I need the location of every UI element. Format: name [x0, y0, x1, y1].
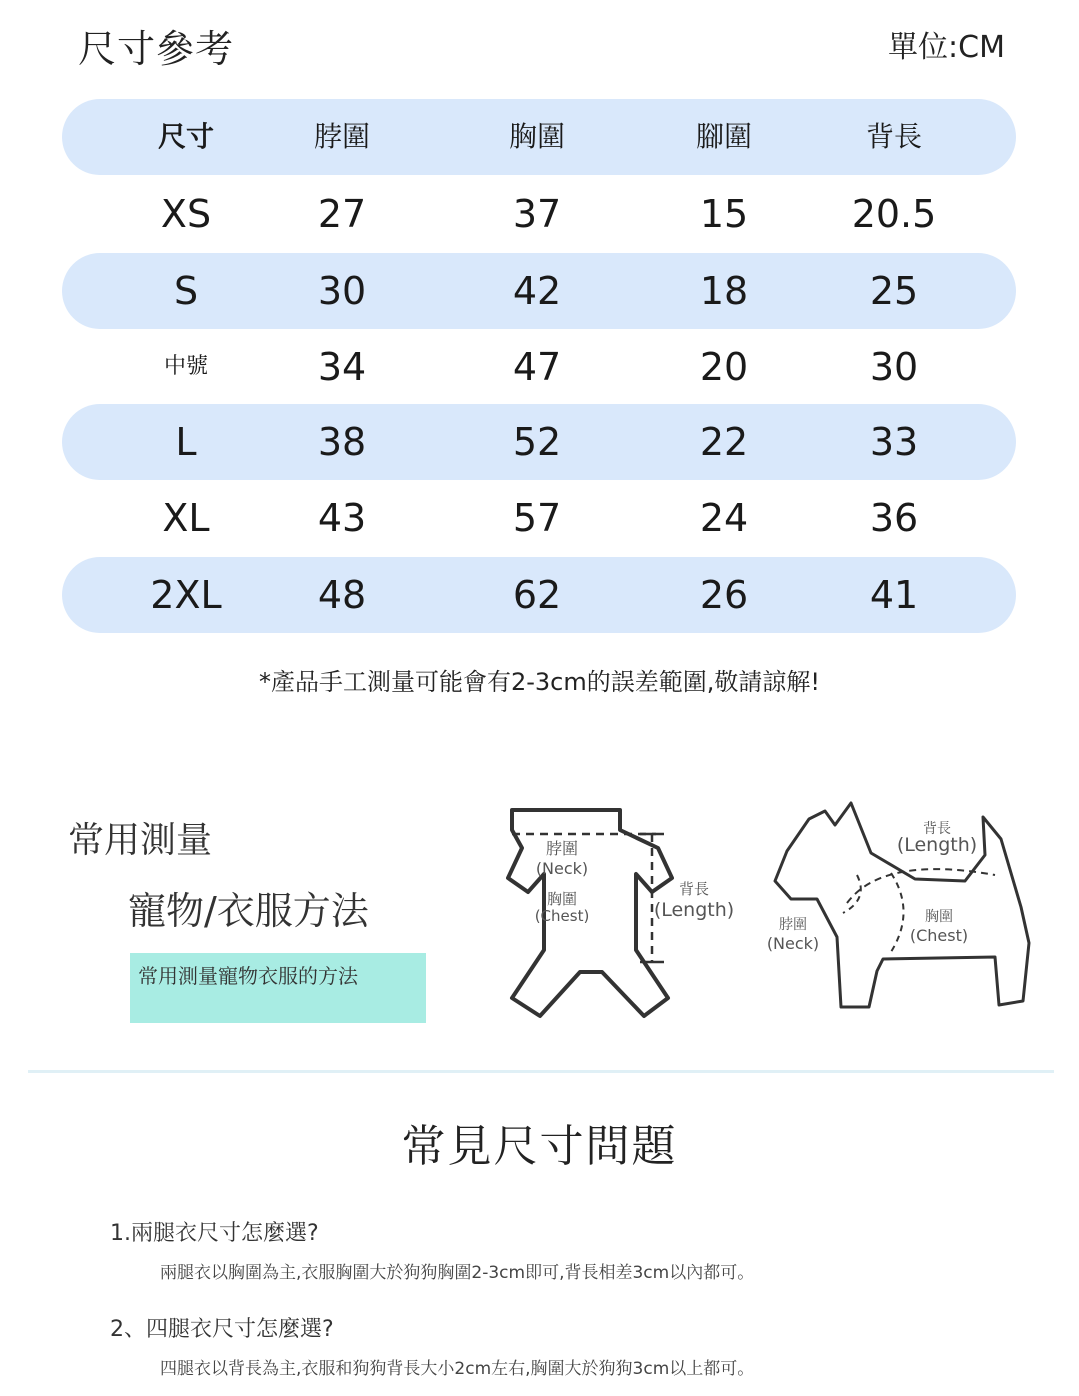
- faq-question: 2、四腿衣尺寸怎麼選?: [110, 1317, 334, 1342]
- table-row: [62, 404, 1016, 480]
- dog-chest-line: [889, 873, 904, 955]
- table-cell: 20: [699, 345, 749, 389]
- table-row: [62, 480, 1016, 556]
- table-cell: 30: [317, 269, 367, 313]
- table-cell: 33: [869, 420, 919, 464]
- table-cell: 24: [699, 496, 749, 540]
- table-cell: S: [173, 269, 199, 313]
- faq-title: 常見尺寸問題: [401, 1121, 678, 1172]
- faq-question: 1.兩腿衣尺寸怎麼選?: [110, 1221, 319, 1246]
- faq-answer: 四腿衣以背長為主,衣服和狗狗背長大小2cm左右,胸圍大於狗狗3cm以上都可。: [160, 1359, 755, 1379]
- shirt-chest-en-label: (Chest): [534, 907, 590, 925]
- table-cell: 26: [699, 573, 749, 617]
- col-header-size: 尺寸: [157, 120, 214, 153]
- shirt-neck-en-label: (Neck): [535, 859, 589, 878]
- col-header-leg: 腳圍: [695, 120, 752, 153]
- dog-length-en-label: (Length): [896, 834, 978, 856]
- dog-length-label: 背長: [923, 821, 951, 837]
- table-cell: 57: [512, 496, 562, 540]
- table-row: [62, 176, 1016, 252]
- table-row: [62, 253, 1016, 329]
- col-header-length: 背長: [865, 120, 922, 153]
- col-header-neck: 脖圍: [313, 120, 370, 153]
- table-cell: 15: [699, 192, 749, 236]
- method-box-label: 常用測量寵物衣服的方法: [138, 964, 358, 988]
- col-header-chest: 胸圍: [508, 120, 565, 153]
- table-cell: 41: [869, 573, 919, 617]
- table-cell: 42: [512, 269, 562, 313]
- dog-neck-label: 脖圍: [779, 917, 807, 933]
- table-cell: 30: [869, 345, 919, 389]
- table-cell: 47: [512, 345, 562, 389]
- table-cell: 62: [512, 573, 562, 617]
- table-cell: 52: [512, 420, 562, 464]
- table-cell: 43: [317, 496, 367, 540]
- dog-back-line: [847, 869, 995, 903]
- table-cell: 25: [869, 269, 919, 313]
- shirt-chest-label: 胸圍: [546, 890, 578, 908]
- table-cell: L: [175, 420, 197, 464]
- measure-subheading: 寵物/衣服方法: [128, 889, 369, 933]
- unit-label: 單位:CM: [888, 30, 1005, 65]
- table-cell: 18: [699, 269, 749, 313]
- table-row: [62, 329, 1016, 405]
- shirt-length-label: 背長: [678, 880, 710, 898]
- dog-chest-en-label: (Chest): [909, 926, 969, 945]
- dog-neck-line: [843, 875, 861, 913]
- shirt-length-en-label: (Length): [653, 899, 735, 921]
- table-cell: 48: [317, 573, 367, 617]
- dog-measure-diagram: [765, 795, 1040, 1020]
- shirt-outline: [508, 810, 672, 1016]
- table-cell: 37: [512, 192, 562, 236]
- table-cell: 34: [317, 345, 367, 389]
- table-cell: 20.5: [851, 192, 937, 236]
- shirt-measure-diagram: [460, 800, 740, 1030]
- table-row: [62, 557, 1016, 633]
- measurement-note: *產品手工測量可能會有2-3cm的誤差範圍,敬請諒解!: [258, 668, 821, 696]
- section-divider: [28, 1070, 1054, 1073]
- table-cell: XS: [160, 192, 212, 236]
- page-title: 尺寸參考: [78, 27, 235, 71]
- table-cell: 22: [699, 420, 749, 464]
- table-cell: 36: [869, 496, 919, 540]
- table-header-row: [62, 99, 1016, 175]
- shirt-neck-label: 脖圍: [545, 839, 579, 858]
- measure-heading: 常用測量: [68, 820, 213, 861]
- table-cell: 中號: [163, 354, 208, 379]
- table-cell: 27: [317, 192, 367, 236]
- dog-chest-label: 胸圍: [925, 909, 953, 925]
- faq-answer: 兩腿衣以胸圍為主,衣服胸圍大於狗狗胸圍2-3cm即可,背長相差3cm以內都可。: [160, 1263, 755, 1283]
- dog-neck-en-label: (Neck): [766, 934, 820, 953]
- table-cell: XL: [162, 496, 210, 540]
- table-cell: 2XL: [150, 573, 222, 617]
- table-cell: 38: [317, 420, 367, 464]
